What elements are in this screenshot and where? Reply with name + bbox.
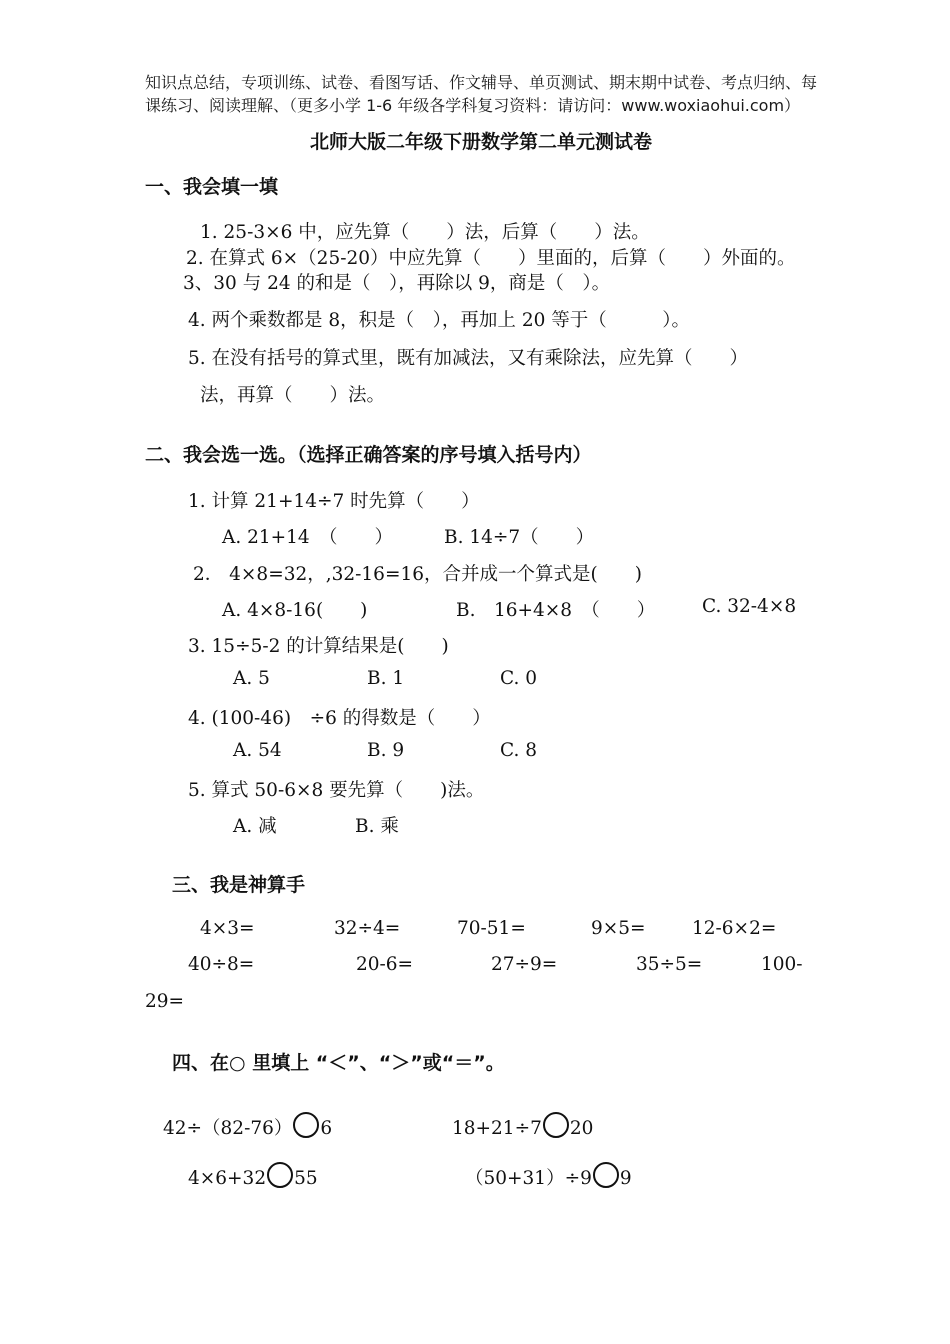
calc-item: 12-6×2= xyxy=(692,918,777,939)
s1-question-1: 1. 25-3×6 中，应先算（ ）法，后算（ ）法。 xyxy=(200,222,650,243)
header-line-2: 课练习、阅读理解、（更多小学 1-6 年级各学科复习资料：请访问：www.woxiaohui.com） xyxy=(145,96,801,115)
header-line-1: 知识点总结，专项训练、试卷、看图写话、作文辅导、单页测试、期末期中试卷、考点归纳、每 xyxy=(145,73,818,92)
calc-item: 9×5= xyxy=(591,918,646,939)
expression-left: 4×6+32 xyxy=(188,1168,267,1189)
s2-question-4: 4. (100-46) ÷6 的得数是（ ） xyxy=(188,708,491,729)
section-3-heading: 三、我是神算手 xyxy=(172,874,306,896)
s2-question-5: 5. 算式 50-6×8 要先算（ )法。 xyxy=(188,780,485,801)
s1-question-5-line-2: 法，再算（ ）法。 xyxy=(200,385,386,406)
s1-question-3: 3、30 与 24 的和是（ ），再除以 9，商是（ ）。 xyxy=(183,273,611,294)
calc-item: 20-6= xyxy=(356,954,414,975)
compare-row-1-left xyxy=(163,1112,332,1140)
section-1-heading: 一、我会填一填 xyxy=(145,176,279,198)
expression-right: 20 xyxy=(569,1118,594,1139)
s2-q2-option-a: A. 4×8-16( ) xyxy=(222,600,368,621)
s2-question-3: 3. 15÷5-2 的计算结果是( ) xyxy=(188,636,449,657)
s2-q1-option-b: B. 14÷7（ ） xyxy=(444,527,595,548)
s2-q4-option-a: A. 54 xyxy=(233,740,282,761)
calc-item: 32÷4= xyxy=(334,918,401,939)
compare-circle[interactable] xyxy=(293,1112,319,1138)
compare-row-2-left xyxy=(188,1162,318,1189)
s2-q5-option-b: B. 乘 xyxy=(355,816,399,837)
s2-q5-option-a: A. 减 xyxy=(233,816,277,837)
compare-circle[interactable] xyxy=(267,1162,293,1188)
section-2-heading: 二、我会选一选。（选择正确答案的序号填入括号内） xyxy=(145,444,592,466)
s2-q2-option-b: B. 16+4×8 （ ） xyxy=(456,600,656,621)
s2-q3-option-a: A. 5 xyxy=(233,668,270,689)
compare-row-2-right xyxy=(465,1162,632,1190)
s2-question-1: 1. 计算 21+14÷7 时先算（ ） xyxy=(188,491,480,512)
expression-right: 55 xyxy=(294,1168,318,1189)
section-4-heading: 四、在○ 里填上 “＜”、“＞”或“＝”。 xyxy=(172,1052,505,1074)
s2-q4-option-b: B. 9 xyxy=(367,740,405,761)
calc-item: 4×3= xyxy=(200,918,255,939)
s2-q3-option-b: B. 1 xyxy=(367,668,405,689)
compare-circle[interactable] xyxy=(543,1112,569,1138)
s1-question-4: 4. 两个乘数都是 8，积是（ ），再加上 20 等于（ ）。 xyxy=(188,310,690,331)
calc-item: 40÷8= xyxy=(188,954,255,975)
s2-q4-option-c: C. 8 xyxy=(500,740,538,761)
expression-left: 18+21÷7 xyxy=(452,1118,542,1139)
s2-q3-option-c: C. 0 xyxy=(500,668,538,689)
calc-item: 100- xyxy=(761,954,803,975)
s2-q1-option-a: A. 21+14 （ ） xyxy=(222,527,393,548)
expression-right: 9 xyxy=(619,1168,632,1189)
s1-question-2: 2. 在算式 6×（25-20）中应先算（ ）里面的，后算（ ）外面的。 xyxy=(186,248,796,269)
page-title: 北师大版二年级下册数学第二单元测试卷 xyxy=(310,131,653,153)
s2-q2-option-c: C. 32-4×8 xyxy=(702,596,797,617)
expression-left: 42÷（82-76） xyxy=(163,1118,293,1139)
calc-item: 70-51= xyxy=(457,918,526,939)
calc-item: 35÷5= xyxy=(636,954,703,975)
expression-right: 6 xyxy=(320,1118,333,1139)
calc-item-wrap: 29= xyxy=(145,991,185,1012)
s1-question-5-line-1: 5. 在没有括号的算式里，既有加减法，又有乘除法，应先算（ ） xyxy=(188,348,749,369)
s2-question-2: 2． 4×8=32，,32-16=16，合并成一个算式是( ) xyxy=(193,564,642,585)
expression-left: （50+31）÷9 xyxy=(465,1168,592,1189)
calc-item: 27÷9= xyxy=(491,954,558,975)
compare-row-1-right xyxy=(452,1112,593,1139)
compare-circle[interactable] xyxy=(593,1162,619,1188)
